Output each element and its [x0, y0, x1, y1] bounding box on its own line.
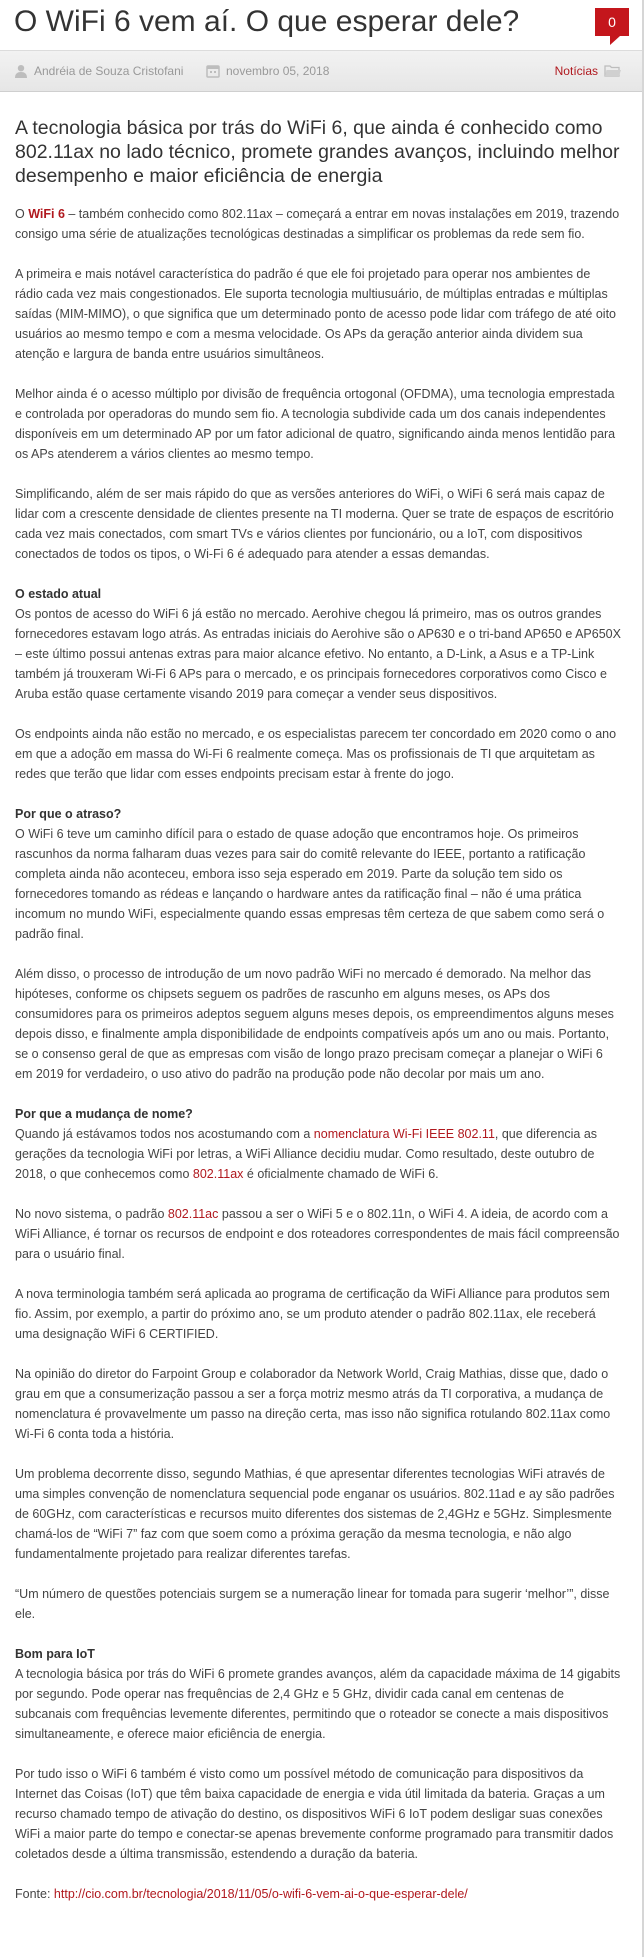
- 80211ax-link[interactable]: 802.11ax: [192, 1167, 244, 1181]
- paragraph: Na opinião do diretor do Farpoint Group e colaborador da Network World, Craig Mathias, disse que, dado o grau em que a consumerização passou a ser a força motriz mesmo atrás da TI corporativa, a mudança de nomenclatura é provavelmente um passo na direção certa, mas isso não significa rotulando 802.11ax como Wi-Fi 6 conta toda a história.: [15, 1367, 611, 1441]
- category-link[interactable]: Notícias: [554, 64, 598, 78]
- section-heading: Bom para IoT: [15, 1647, 95, 1661]
- paragraph: A tecnologia básica por trás do WiFi 6 promete grandes avanços, além da capacidade máxima de 14 gigabits por segundo. Pode operar nas frequências de 2,4 GHz e 5 GHz, dividir cada canal em centenas de subcanais com frequências levemente diferentes, permitindo que o roteador se conecte a mais dispositivos simultaneamente, e oferece maior eficiência de energia.: [15, 1667, 621, 1741]
- section-heading: Por que o atraso?: [15, 807, 122, 821]
- paragraph-text: Quando já estávamos todos nos acostumando com a: [15, 1127, 314, 1141]
- paragraph-text: – também conhecido como 802.11ax – começará a entrar em novas instalações em 2019, trazendo consigo uma série de atualizações tecnológicas destinadas a simplificar os problemas da rede sem fio.: [15, 207, 620, 241]
- wifi6-link[interactable]: WiFi 6: [28, 207, 65, 221]
- paragraph: O WiFi 6 teve um caminho difícil para o estado de quase adoção que encontramos hoje. Os primeiros rascunhos da norma falharam duas vezes para sair do comitê relevante do IEEE, portanto a ratificação completa ainda não aconteceu, embora isso seja esperado em 2019. Parte da solução tem sido os fornecedores tomando as rédeas e lançando o hardware antes da ratificação final – não é uma prática incomum no mundo WiFi, especialmente quando essas empresas têm certeza de que sabem como será o padrão final.: [15, 827, 605, 941]
- section-heading: Por que a mudança de nome?: [15, 1107, 193, 1121]
- article-lead: A tecnologia básica por trás do WiFi 6, que ainda é conhecido como 802.11ax no lado técnico, promete grandes avanços, incluindo melhor desempenho e maior eficiência de energia: [15, 117, 620, 187]
- paragraph: Além disso, o processo de introdução de um novo padrão WiFi no mercado é demorado. Na melhor das hipóteses, conforme os chipsets seguem os padrões de rascunho em alguns meses, os APs dos consumidores para os primeiros adeptos seguem alguns meses depois, os empreendimentos alguns meses depois disso, e finalmente ampla disponibilidade de endpoints compatíveis após um ano ou mais. Portanto, se o consenso geral de que as empresas com visão de longo prazo precisam começar a planejar o WiFi 6 em 2019 for verdadeiro, o uso ativo do padrão na produção pode não decolar por mais um ano.: [15, 967, 614, 1081]
- paragraph: [15, 1204, 621, 1264]
- paragraph: Os pontos de acesso do WiFi 6 já estão no mercado. Aerohive chegou lá primeiro, mas os outros grandes fornecedores estavam logo atrás. As entradas iniciais do Aerohive são o AP630 e o tri-band AP650 e AP650X – este último possui antenas extras para maior alcance efetivo. No entanto, a D-Link, a Asus e a TP-Link também já trouxeram Wi-Fi 6 APs para o mercado, e os principais fornecedores corporativos como Cisco e Aruba estão quase certamente visando 2019 para começar a vender seus dispositivos.: [15, 607, 621, 701]
- paragraph: Melhor ainda é o acesso múltiplo por divisão de frequência ortogonal (OFDMA), uma tecnologia emprestada e controlada por operadoras do mundo sem fio. A tecnologia subdivide cada um dos canais independentes disponíveis em um determinado AP por um fator adicional de quatro, significando ainda menos lentidão para os APs atenderem a vários clientes ao mesmo tempo.: [15, 387, 616, 461]
- paragraph: A nova terminologia também será aplicada ao programa de certificação da WiFi Alliance para produtos sem fio. Assim, por exemplo, a partir do próximo ano, se um produto atender o padrão 802.11ax, ele receberá uma designação WiFi 6 CERTIFIED.: [15, 1287, 610, 1341]
- paragraph: Os endpoints ainda não estão no mercado, e os especialistas parecem ter concordado em 2020 como o ano em que a adoção em massa do Wi-Fi 6 realmente começa. Mas os profissionais de TI que arquitetam as redes que terão que lidar com esses endpoints precisam estar à frente do jogo.: [15, 727, 617, 781]
- author-name: Andréia de Souza Cristofani: [34, 64, 184, 78]
- 80211ac-link[interactable]: 802.11ac: [167, 1207, 219, 1221]
- paragraph: “Um número de questões potenciais surgem se a numeração linear for tomada para sugerir ‘melhor’”, disse ele.: [15, 1587, 610, 1621]
- paragraph-text: é oficialmente chamado de WiFi 6.: [243, 1167, 439, 1181]
- post-author: [14, 51, 183, 91]
- paragraph-text: , que diferencia as gerações da tecnologia WiFi por letras, a WiFi Alliance decidiu mudar. Como resultado, deste outubro de 2018, o que conhecemos como: [15, 1127, 598, 1181]
- paragraph: [15, 204, 621, 244]
- post-header: [0, 0, 644, 48]
- paragraph: Simplificando, além de ser mais rápido do que as versões anteriores do WiFi, o WiFi 6 será mais capaz de lidar com a crescente densidade de clientes presente na TI moderna. Quer se trate de espaços de escritório cada vez mais conectados, com smart TVs e vários clientes por funcionário, ou a IoT, com dispositivos conectados de todos os tipos, o Wi-Fi 6 é adequado para atender a essas demandas.: [15, 487, 614, 561]
- paragraph-text: O: [15, 207, 29, 221]
- paragraph: Por tudo isso o WiFi 6 também é visto como um possível método de comunicação para dispositivos da Internet das Coisas (IoT) que têm baixa capacidade de energia e vida útil limitada da bateria. Graças a um recurso chamado tempo de ativação do destino, os dispositivos WiFi 6 IoT podem desligar suas conexões WiFi a maior parte do tempo e conectar-se apenas brevemente conforme programado para transmitir dados coletados desde a última transmissão, estendendo a duração da bateria.: [15, 1767, 614, 1861]
- calendar-icon: [206, 64, 220, 78]
- paragraph-text: passou a ser o WiFi 5 e o 802.11n, o WiFi 4. A ideia, de acordo com a WiFi Alliance, é tornar os recursos de endpoint e dos roteadores correspondentes de mais fácil compreensão para o usuário final.: [15, 1207, 620, 1261]
- paragraph: Um problema decorrente disso, segundo Mathias, é que apresentar diferentes tecnologias WiFi através de uma simples convenção de nomenclatura sequencial pode enganar os usuários. 802.11ad e ay são padrões de 60GHz, com características e recursos muito diferentes dos sistemas de 2,4GHz e 5GHz. Simplesmente chamá-los de “WiFi 7” faz com que soem como a próxima geração da mesma tecnologia, e não algo fundamentalmente projetado para realizar diferentes tarefas.: [15, 1467, 615, 1561]
- user-icon: [14, 64, 28, 78]
- ieee-nomenclature-link[interactable]: nomenclatura Wi-Fi IEEE 802.11: [313, 1127, 495, 1141]
- source-line: [15, 1884, 621, 1904]
- post-title: O WiFi 6 vem aí. O que esperar dele?: [14, 5, 520, 38]
- date-text: novembro 05, 2018: [226, 64, 330, 78]
- comment-count-badge[interactable]: 0: [595, 8, 629, 36]
- post-meta-bar: [0, 50, 642, 92]
- section-heading: O estado atual: [15, 587, 102, 601]
- paragraph: A primeira e mais notável característica do padrão é que ele foi projetado para operar nos ambientes de rádio cada vez mais congestionados. Ele suporta tecnologia multiusuário, de múltiplas entradas e múltiplas saídas (MIM-MIMO), o que significa que um determinado ponto de acesso pode lidar com tráfego de até oito usuários ao mesmo tempo e com a mesma velocidade. Os APs da geração anterior ainda dividem sua atenção e largura de banda entre usuários simultâneos.: [15, 267, 617, 361]
- folder-icon: [604, 64, 622, 78]
- source-label: Fonte:: [15, 1887, 54, 1901]
- paragraph-text: No novo sistema, o padrão: [15, 1207, 168, 1221]
- post-date: [206, 51, 329, 91]
- source-link[interactable]: http://cio.com.br/tecnologia/2018/11/05/o-wifi-6-vem-ai-o-que-esperar-dele/: [53, 1887, 468, 1901]
- post-category: [555, 51, 622, 91]
- article-body: [15, 116, 621, 1924]
- paragraph: [15, 1124, 621, 1184]
